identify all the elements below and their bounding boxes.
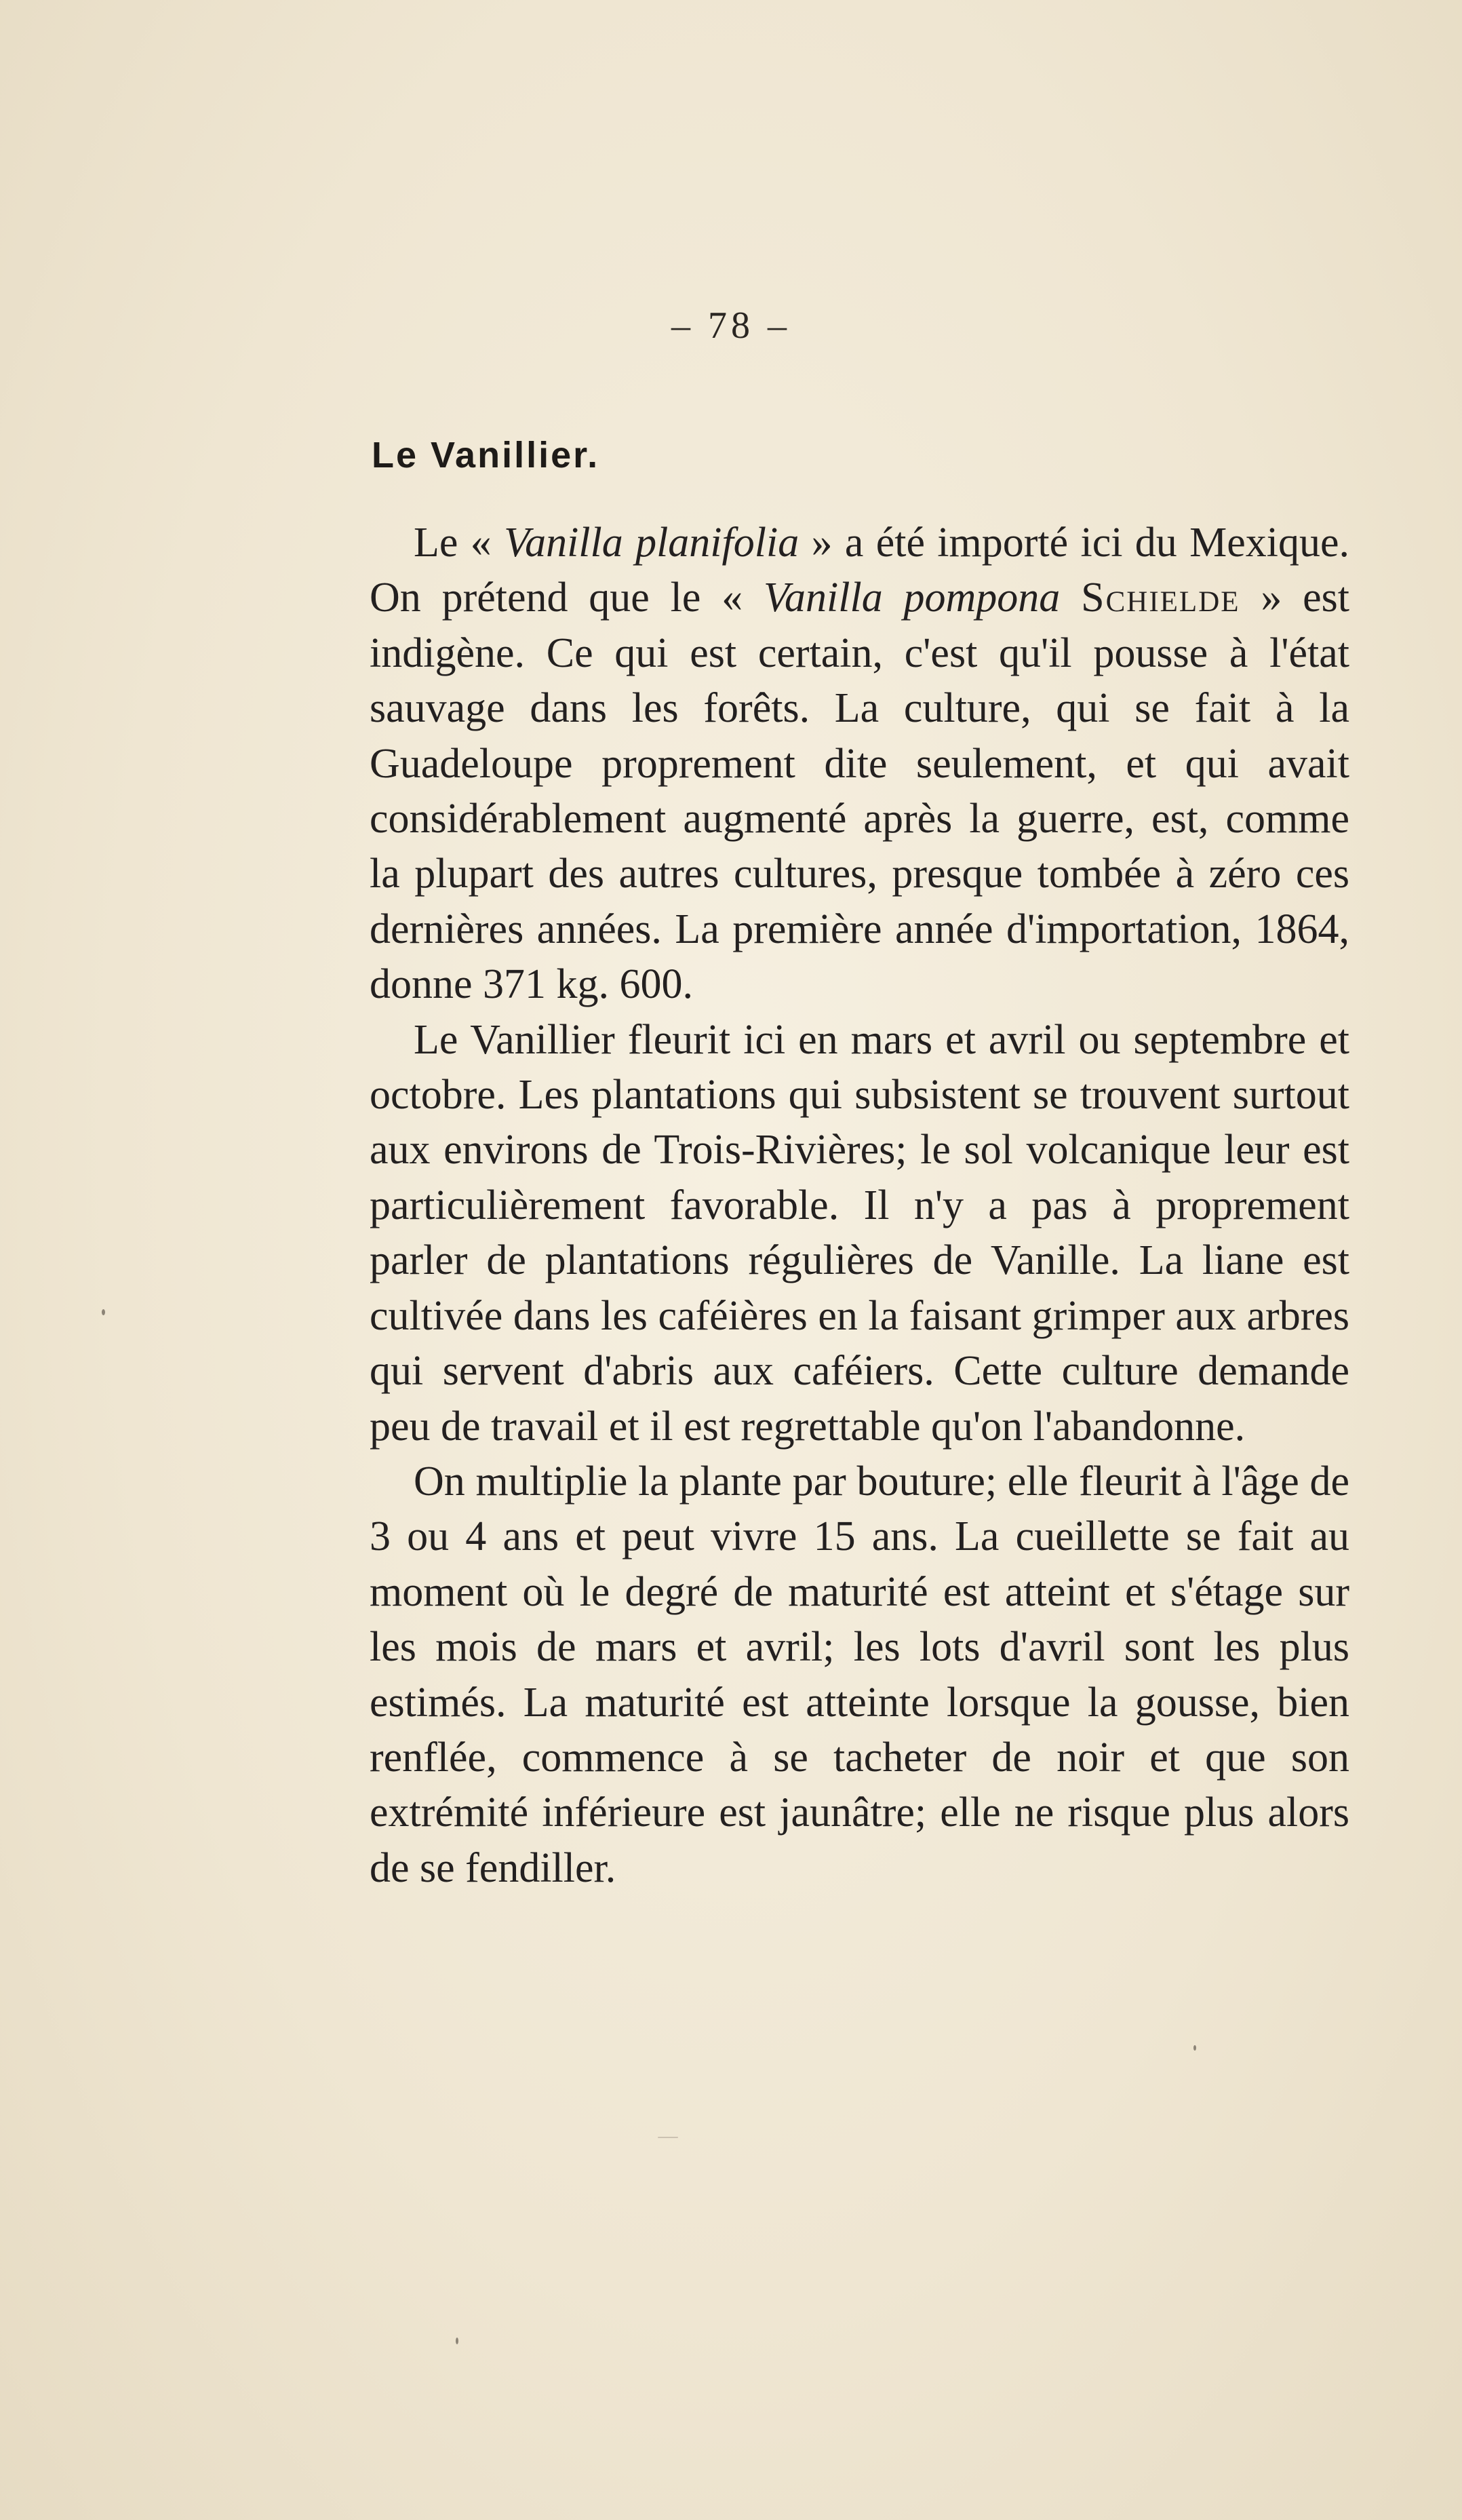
text-run: Le « (414, 520, 505, 566)
text-run: On multiplie la plante par bouture; elle fleurit à l'âge de 3 ou 4 ans et peut vivre 15 ans. La cueillette se fait au moment où le degré de maturité est atteint et s'étage sur les mois de mars et avril; les lots d'avril sont les plus estimés. La maturité est atteinte lorsque la gousse, bien renflée, commence à se tacheter de noir et que son extrémité inférieure est jaunâtre; elle ne risque plus alors de se fendiller. (370, 1458, 1349, 1891)
text-run: » est indigène. Ce qui est certain, c'est qu'il pousse à l'état sauvage dans les forêts. La culture, qui se fait à la Guadeloupe proprement dite seulement, et qui avait considérablement augmenté après la guerre, est, comme la plupart des autres cultures, presque tombée à zéro ces dernières années. La première année d'importation, 1864, donne 371 kg. 600. (370, 575, 1350, 1008)
text-run: » a été importé ici du Mexique. On prétend que le « (370, 520, 1350, 621)
paper-speck (658, 2137, 678, 2138)
paper-speck (102, 1309, 105, 1315)
paragraph-2 (370, 1013, 1349, 1454)
section-heading: Le Vanillier. (372, 435, 600, 476)
body-text (370, 516, 1349, 1896)
paragraph-3 (370, 1454, 1349, 1896)
text-run (1060, 575, 1081, 621)
species-name: Vanilla pompona (764, 575, 1061, 621)
paragraph-1 (370, 516, 1349, 1013)
author-name: Schielde (1081, 575, 1240, 621)
page-number: – 78 – (671, 305, 791, 347)
paper-speck (456, 2338, 458, 2344)
paper-speck (1193, 2045, 1196, 2051)
text-run: Le Vanillier fleurit ici en mars et avril ou septembre et octobre. Les plantations qui subsistent se trouvent surtout aux environs de Trois-Rivières; le sol volcanique leur est particulièrement favorable. Il n'y a pas à proprement parler de plantations régulières de Vanille. La liane est cultivée dans les caféières en la faisant grimper aux arbres qui servent d'abris aux caféiers. Cette culture demande peu de travail et il est regrettable qu'on l'abandonne. (370, 1016, 1349, 1450)
species-name: Vanilla planifolia (504, 520, 799, 566)
